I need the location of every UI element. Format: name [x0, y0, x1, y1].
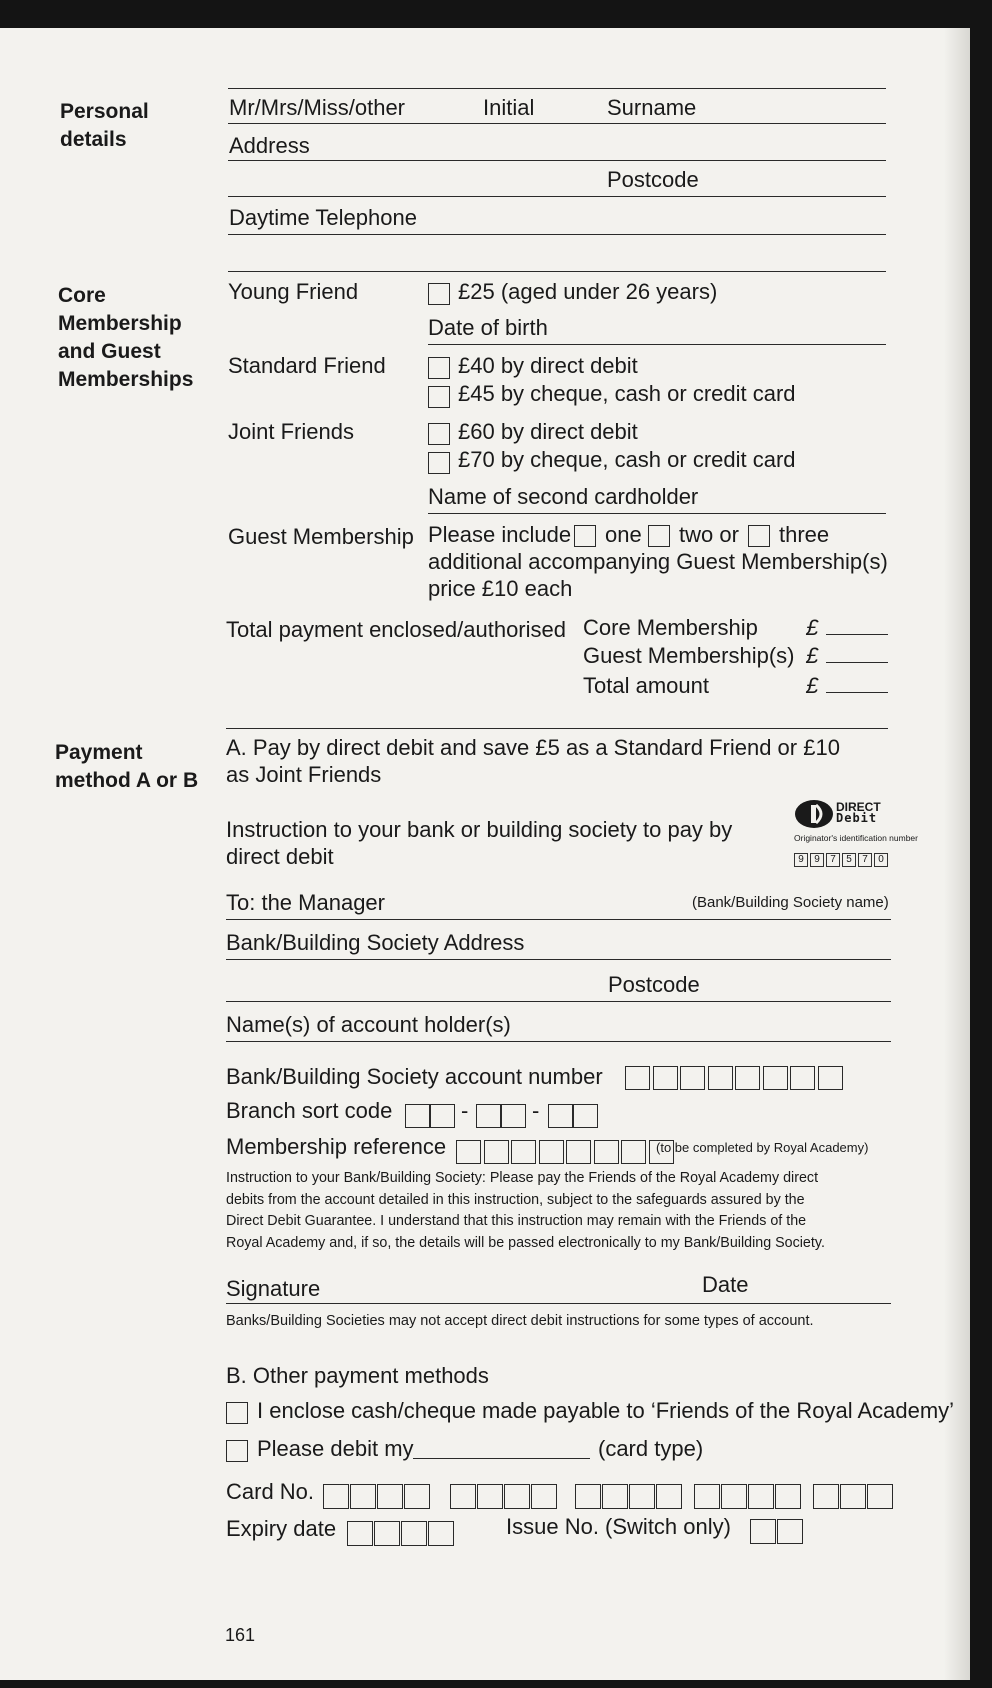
account-holders-field[interactable]	[226, 1041, 891, 1042]
dob-field[interactable]	[428, 344, 886, 345]
heading-line: details	[60, 128, 127, 151]
young-friend-label: Young Friend	[228, 279, 359, 304]
ref-digit-box[interactable]	[456, 1140, 481, 1164]
issue-no-label: Issue No. (Switch only)	[506, 1514, 731, 1539]
bank-address-field[interactable]	[226, 959, 891, 960]
telephone-label: Daytime Telephone	[229, 205, 417, 230]
payment-heading	[55, 739, 198, 795]
bank-name-hint: (Bank/Building Society name)	[692, 894, 889, 911]
heading-line: Memberships	[58, 368, 194, 391]
issue-digit-box[interactable]	[750, 1519, 776, 1544]
core-amount-label: Core Membership	[583, 615, 758, 640]
section-divider	[228, 271, 886, 272]
account-digit-box[interactable]	[763, 1066, 788, 1090]
heading-line: method A or B	[55, 769, 199, 792]
guest-one-label: one	[605, 522, 642, 547]
account-digit-box[interactable]	[818, 1066, 843, 1090]
guest-text: Please include	[428, 522, 572, 547]
joint-friends-label: Joint Friends	[228, 419, 354, 444]
originator-digit: 7	[826, 853, 840, 867]
bank-name-field[interactable]	[226, 919, 891, 920]
debit-card-checkbox[interactable]	[226, 1440, 248, 1462]
card-digit-box[interactable]	[404, 1484, 430, 1509]
guest-amount-field[interactable]	[826, 662, 888, 663]
originator-digit: 9	[794, 853, 808, 867]
currency-symbol: £	[806, 673, 819, 698]
heading-line: Core	[58, 284, 106, 307]
direct-debit-logo	[794, 799, 918, 891]
guest-three-checkbox[interactable]	[748, 525, 770, 547]
account-digit-box[interactable]	[653, 1066, 678, 1090]
account-digit-box[interactable]	[735, 1066, 760, 1090]
guest-text: additional accompanying Guest Membership(s)	[428, 549, 888, 574]
second-holder-label: Name of second cardholder	[428, 484, 699, 509]
joint-other-option: £70 by cheque, cash or credit card	[458, 447, 796, 472]
ref-digit-box[interactable]	[484, 1140, 509, 1164]
sort-code-label: Branch sort code	[226, 1098, 393, 1123]
account-digit-box[interactable]	[790, 1066, 815, 1090]
guest-membership-label: Guest Membership	[228, 524, 414, 549]
dd-logo-line: Debit	[836, 811, 878, 825]
instruction-heading: Instruction to your bank or building society to pay by	[226, 817, 733, 842]
account-digit-box[interactable]	[680, 1066, 705, 1090]
ref-hint: (to be completed by Royal Academy)	[656, 1140, 869, 1155]
guest-amount-label: Guest Membership(s)	[583, 643, 795, 668]
originator-label: Originator's identification number	[794, 833, 918, 843]
instruction-line: Royal Academy and, if so, the details will be passed electronically to my Bank/Building Society.	[226, 1234, 825, 1251]
card-digit-box[interactable]	[377, 1484, 403, 1509]
card-type-label: (card type)	[598, 1436, 704, 1461]
page-gutter-shadow	[944, 28, 970, 1680]
total-amount-label: Total amount	[583, 673, 709, 698]
card-no-label: Card No.	[226, 1479, 315, 1504]
instruction-line: debits from the account detailed in this instruction, subject to the safeguards assured by the	[226, 1191, 805, 1208]
card-digit-box[interactable]	[694, 1484, 720, 1509]
instruction-paragraph	[226, 1168, 825, 1254]
card-digit-box[interactable]	[748, 1484, 774, 1509]
standard-dd-option: £40 by direct debit	[458, 353, 638, 378]
card-digit-box[interactable]	[323, 1484, 349, 1509]
standard-other-checkbox[interactable]	[428, 386, 450, 408]
card-type-field[interactable]	[413, 1458, 590, 1459]
rule	[228, 88, 886, 89]
issue-digit-box[interactable]	[777, 1519, 803, 1544]
option-a-text: as Joint Friends	[226, 762, 382, 787]
ref-digit-box[interactable]	[621, 1140, 646, 1164]
form-page	[0, 28, 970, 1680]
expiry-label: Expiry date	[226, 1516, 337, 1541]
currency-symbol: £	[806, 643, 819, 668]
card-digit-box[interactable]	[813, 1484, 839, 1509]
sort-digit-box[interactable]	[548, 1104, 573, 1128]
heading-line: Personal	[60, 100, 149, 123]
direct-debit-mark-icon	[794, 799, 836, 829]
dob-label: Date of birth	[428, 315, 548, 340]
account-digit-box[interactable]	[708, 1066, 733, 1090]
ref-digit-box[interactable]	[539, 1140, 564, 1164]
option-b-heading: B. Other payment methods	[226, 1363, 489, 1388]
enclose-cash-label: I enclose cash/cheque made payable to ‘Friends of the Royal Academy’	[257, 1398, 955, 1423]
total-amount-field[interactable]	[826, 692, 888, 693]
ref-digit-box[interactable]	[511, 1140, 536, 1164]
core-heading	[58, 282, 193, 394]
core-amount-field[interactable]	[826, 634, 888, 635]
dd-logo-line: DIRECT	[836, 800, 881, 814]
card-digit-box[interactable]	[840, 1484, 866, 1509]
standard-dd-checkbox[interactable]	[428, 357, 450, 379]
card-digit-box[interactable]	[350, 1484, 376, 1509]
joint-other-checkbox[interactable]	[428, 452, 450, 474]
ref-digit-box[interactable]	[594, 1140, 619, 1164]
sort-digit-box[interactable]	[501, 1104, 526, 1128]
account-holders-label: Name(s) of account holder(s)	[226, 1012, 511, 1037]
heading-line: Membership	[58, 312, 182, 335]
young-friend-option: £25 (aged under 26 years)	[458, 279, 718, 304]
ref-digit-box[interactable]	[566, 1140, 591, 1164]
surname-label: Surname	[607, 95, 697, 120]
total-payment-label: Total payment enclosed/authorised	[226, 617, 566, 642]
address-label: Address	[229, 133, 310, 158]
guest-three-label: three	[779, 522, 830, 547]
sort-code-dash: -	[532, 1098, 540, 1123]
expiry-digit-box[interactable]	[428, 1521, 454, 1546]
sort-code-dash: -	[461, 1098, 469, 1123]
account-number-label: Bank/Building Society account number	[226, 1064, 603, 1089]
bank-postcode-label: Postcode	[608, 972, 700, 997]
instruction-line: Instruction to your Bank/Building Society: Please pay the Friends of the Royal Academy direct	[226, 1170, 819, 1186]
standard-friend-label: Standard Friend	[228, 353, 386, 378]
originator-digit: 5	[842, 853, 856, 867]
expiry-digit-box[interactable]	[374, 1521, 400, 1546]
instruction-line: Direct Debit Guarantee. I understand that this instruction may remain with the Friends of the	[226, 1213, 807, 1229]
dd-logo-text	[836, 802, 881, 824]
originator-digit: 0	[874, 853, 888, 867]
to-manager-label: To: the Manager	[226, 890, 385, 915]
bank-address-label: Bank/Building Society Address	[226, 930, 525, 955]
enclose-cash-checkbox[interactable]	[226, 1402, 248, 1424]
guest-two-checkbox[interactable]	[648, 525, 670, 547]
standard-other-option: £45 by cheque, cash or credit card	[458, 381, 796, 406]
card-digit-box[interactable]	[504, 1484, 530, 1509]
guest-one-checkbox[interactable]	[574, 525, 596, 547]
card-digit-box[interactable]	[867, 1484, 893, 1509]
expiry-digit-box[interactable]	[401, 1521, 427, 1546]
name-field[interactable]	[228, 123, 886, 124]
signature-label: Signature	[226, 1276, 321, 1301]
currency-symbol: £	[806, 615, 819, 640]
page-number: 161	[225, 1625, 256, 1645]
postcode-label: Postcode	[607, 167, 699, 192]
signature-field[interactable]	[226, 1303, 891, 1304]
heading-line: and Guest	[58, 340, 161, 363]
bank-postcode-field[interactable]	[226, 1001, 891, 1002]
instruction-heading: direct debit	[226, 844, 334, 869]
heading-line: Payment	[55, 741, 143, 764]
telephone-field[interactable]	[228, 234, 886, 235]
date-label: Date	[702, 1272, 749, 1297]
postcode-field[interactable]	[228, 196, 886, 197]
sort-digit-box[interactable]	[476, 1104, 501, 1128]
initial-label: Initial	[483, 95, 535, 120]
originator-digit: 7	[858, 853, 872, 867]
card-digit-box[interactable]	[721, 1484, 747, 1509]
card-digit-box[interactable]	[531, 1484, 557, 1509]
originator-digit: 9	[810, 853, 824, 867]
guest-text: price £10 each	[428, 576, 573, 601]
option-a-text: A. Pay by direct debit and save £5 as a Standard Friend or £10	[226, 735, 840, 760]
sort-digit-box[interactable]	[573, 1104, 598, 1128]
account-digit-box[interactable]	[625, 1066, 650, 1090]
young-friend-checkbox[interactable]	[428, 283, 450, 305]
debit-my-label: Please debit my	[257, 1436, 414, 1461]
title-label: Mr/Mrs/Miss/other	[229, 95, 405, 120]
card-digit-box[interactable]	[602, 1484, 628, 1509]
sort-digit-box[interactable]	[405, 1104, 430, 1128]
address-field[interactable]	[228, 160, 886, 161]
joint-dd-checkbox[interactable]	[428, 423, 450, 445]
personal-heading	[60, 98, 149, 154]
second-holder-field[interactable]	[428, 513, 886, 514]
card-digit-box[interactable]	[575, 1484, 601, 1509]
joint-dd-option: £60 by direct debit	[458, 419, 638, 444]
card-digit-box[interactable]	[656, 1484, 682, 1509]
originator-number	[794, 849, 890, 867]
sort-digit-box[interactable]	[430, 1104, 455, 1128]
card-digit-box[interactable]	[450, 1484, 476, 1509]
section-divider	[226, 728, 888, 729]
banks-note: Banks/Building Societies may not accept direct debit instructions for some types of account.	[226, 1313, 814, 1329]
card-digit-box[interactable]	[477, 1484, 503, 1509]
guest-two-label: two or	[679, 522, 739, 547]
expiry-digit-box[interactable]	[347, 1521, 373, 1546]
membership-ref-label: Membership reference	[226, 1134, 447, 1159]
card-digit-box[interactable]	[629, 1484, 655, 1509]
card-digit-box[interactable]	[775, 1484, 801, 1509]
